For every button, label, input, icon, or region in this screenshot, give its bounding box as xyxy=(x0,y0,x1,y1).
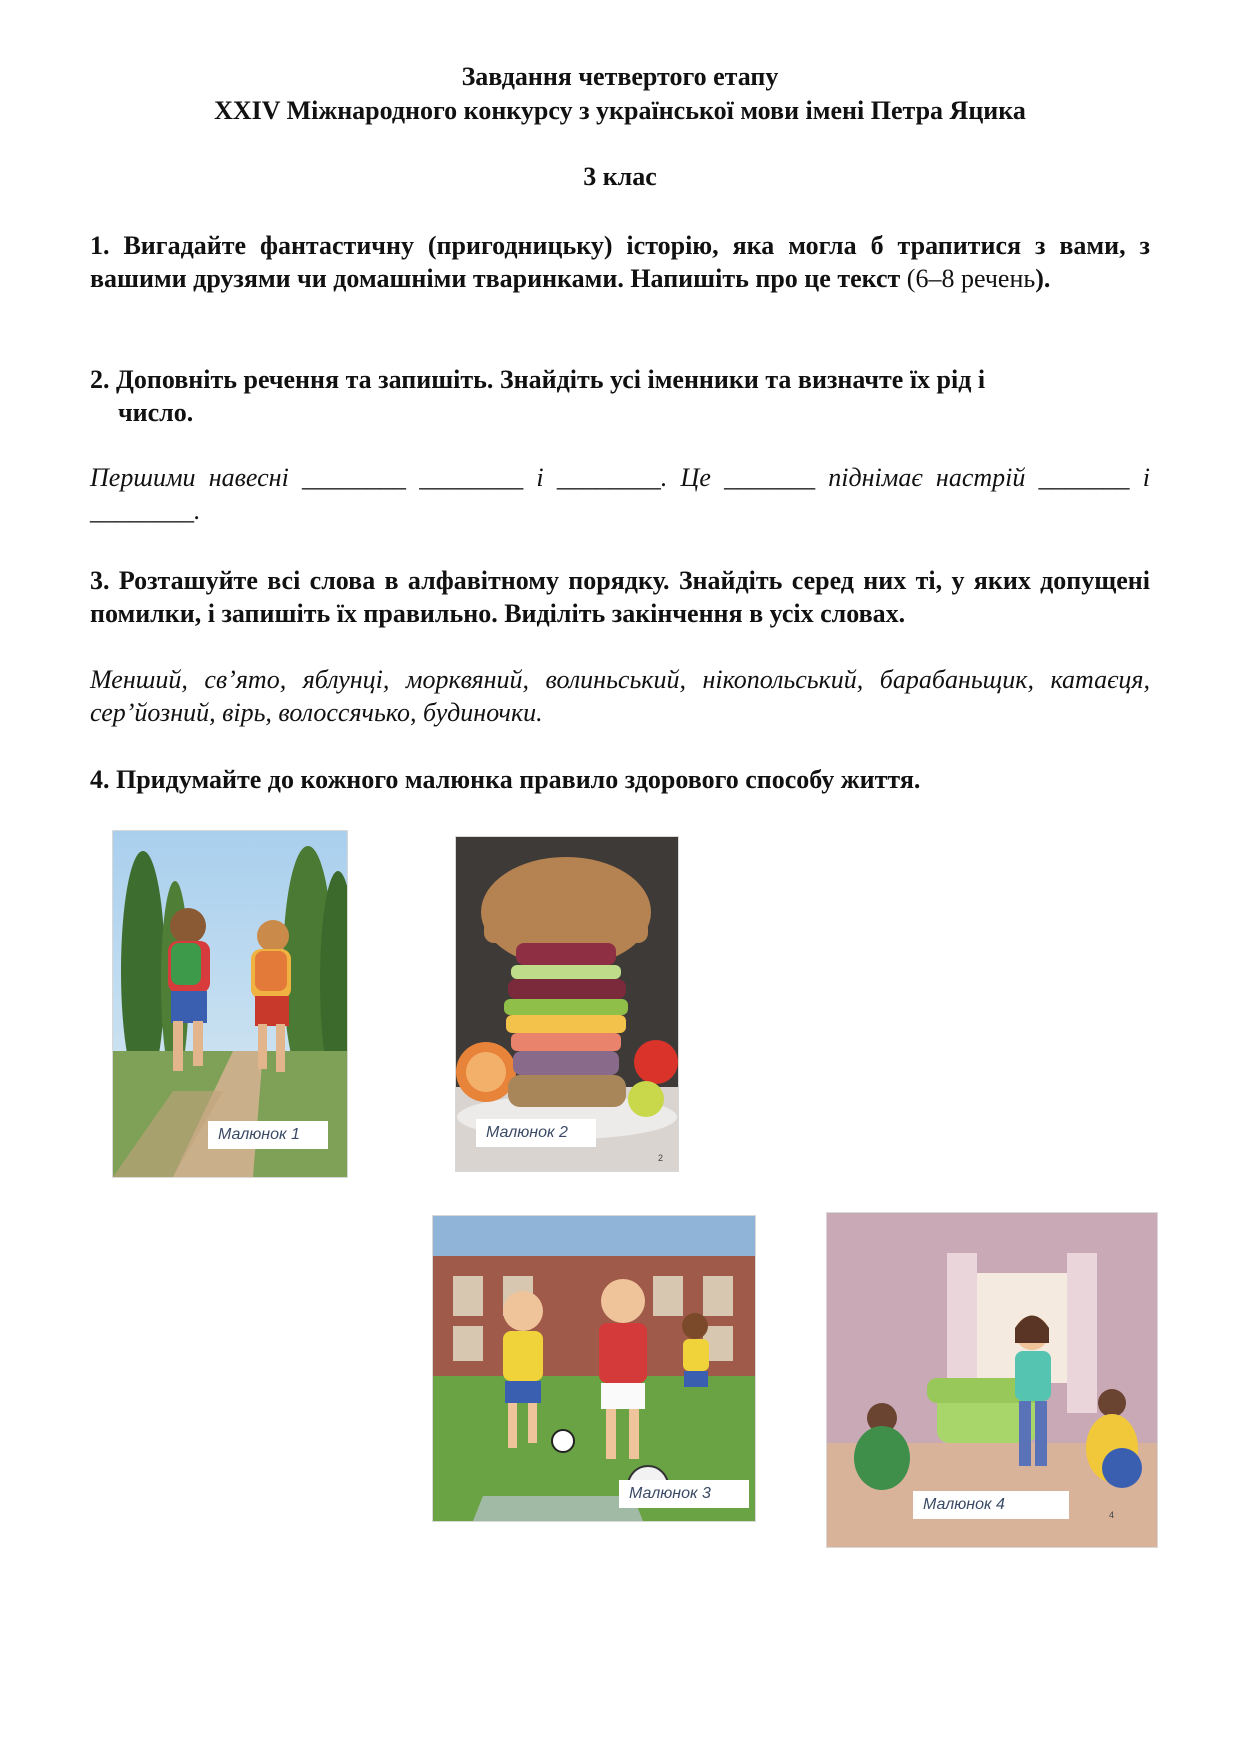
task-2 xyxy=(90,363,1150,429)
picture-4 xyxy=(826,1212,1158,1548)
task-1 xyxy=(90,229,1150,295)
task-2-line2: число. xyxy=(118,398,194,427)
task-1-bold: 1. Вигадайте фантастичну (пригодницьку) історію, яка могла б трапитися з вами, з вашими друзями чи домашніми тваринками. Напишіть про це текст xyxy=(90,231,1150,293)
picture-2-caption: Малюнок 2 xyxy=(476,1119,596,1147)
picture-3-caption: Малюнок 3 xyxy=(619,1480,749,1508)
task-4: 4. Придумайте до кожного малюнка правило здорового способу життя. xyxy=(90,765,921,794)
picture-1-caption: Малюнок 1 xyxy=(208,1121,328,1149)
task-1-normal: (6–8 речень xyxy=(900,264,1036,293)
task-2-sentence: Першими навесні ________ ________ і ________. Це _______ піднімає настрій _______ і ________. xyxy=(90,463,1150,525)
header-subtitle: XXIV Міжнародного конкурсу з української мови імені Петра Яцика xyxy=(214,96,1026,125)
picture-4-caption: Малюнок 4 xyxy=(913,1491,1069,1519)
task-3-words: Менший, св’ято, яблунці, морквяний, волиньський, нікопольський, барабаньщик, катаєця, сер’йозний, вірь, волоссячько, будиночки. xyxy=(90,665,1150,727)
task-1-tail: ). xyxy=(1035,264,1051,293)
picture-2 xyxy=(455,836,679,1172)
task-3: 3. Розташуйте всі слова в алфавітному порядку. Знайдіть серед них ті, у яких допущені помилки, і запишіть їх правильно. Виділіть закінчення в усіх словах. xyxy=(90,566,1150,628)
header-title: Завдання четвертого етапу xyxy=(461,62,779,91)
picture-2-page-number: 2 xyxy=(658,1153,664,1163)
picture-4-page-number: 4 xyxy=(1109,1510,1115,1520)
grade-label: 3 клас xyxy=(583,162,657,191)
picture-1 xyxy=(112,830,348,1178)
task-2-line1: 2. Доповніть речення та запишіть. Знайдіть усі іменники та визначте їх рід і xyxy=(90,365,986,394)
picture-3 xyxy=(432,1215,756,1522)
picture-3-illustration xyxy=(433,1216,755,1521)
